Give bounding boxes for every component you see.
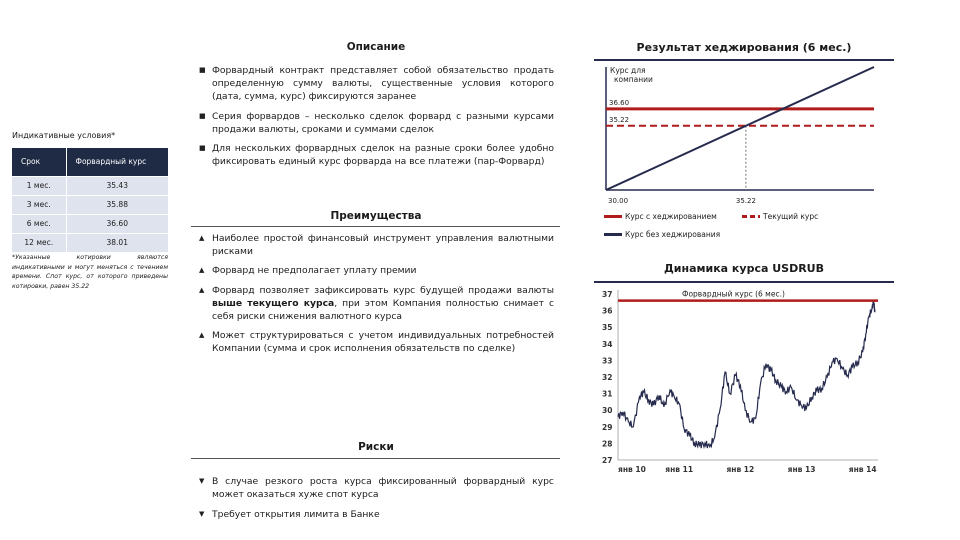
usdrub-ytick: 36 (602, 306, 613, 316)
advantage-bullet: Наиболее простой финансовый инструмент управления валютными рисками (212, 233, 554, 258)
square-bullet-icon: ■ (199, 144, 206, 153)
hedge-chart-title-rule (594, 59, 894, 61)
usdrub-series-line (618, 301, 875, 449)
usdrub-ytick: 30 (602, 406, 613, 416)
indicative-conditions-title: Индикативные условия* (12, 131, 116, 140)
unhedged-rate-line (606, 67, 874, 190)
hedge-chart-ylabel-line2: компании (614, 75, 653, 84)
table-cell-rate: 35.88 (66, 195, 168, 214)
list-item (198, 142, 554, 168)
triangle-down-bullet-icon: ▼ (199, 477, 205, 485)
advantage-bullet: Может структурироваться с учетом индивидуальных потребностей Компании (сумма и срок исполнения обязательств по сделке) (212, 330, 554, 355)
list-item (198, 110, 554, 136)
description-list (198, 64, 554, 168)
triangle-up-bullet-icon: ▲ (199, 331, 205, 340)
description-bullet: Форвардный контракт представляет собой обязательство продать определенную сумму валюты, существенные условия которого (дата, сумма, курс) фиксируются заранее (212, 65, 554, 103)
legend-label: Курс без хеджирования (625, 230, 721, 239)
table-cell-rate: 35.43 (66, 176, 168, 195)
legend-label: Текущий курс (763, 212, 819, 221)
legend-label: Курс с хеджированием (625, 212, 717, 221)
advantage-bullet-start: Форвард позволяет зафиксировать курс будущей продажи валюты (212, 284, 554, 296)
usdrub-chart-title (594, 262, 894, 275)
table-cell-term: 12 мес. (12, 233, 66, 252)
triangle-up-bullet-icon: ▲ (199, 266, 205, 275)
table-cell-term: 3 мес. (12, 195, 66, 214)
risk-bullet: Требует открытия лимита в Банке (212, 509, 380, 521)
advantage-bullet-emphasis: выше текущего курса (212, 297, 335, 309)
legend-swatch (604, 233, 622, 236)
description-title: Описание (346, 41, 406, 53)
forward-rate-annotation: Форвардный курс (6 мес.) (682, 289, 785, 299)
advantage-bullet-end: , при этом Компания полностью снимает с себя риски снижения валютного курса (212, 297, 554, 323)
hedge-chart-xtick: 35.22 (735, 197, 756, 205)
risks-divider (191, 458, 560, 459)
list-item (198, 64, 554, 104)
square-bullet-icon: ■ (199, 66, 206, 74)
usdrub-ytick: 27 (602, 456, 613, 465)
usdrub-xtick: янв 11 (665, 465, 694, 474)
table-row (12, 233, 168, 252)
advantages-list (198, 232, 554, 356)
table-row (12, 214, 168, 233)
advantages-divider (191, 226, 560, 227)
table-cell-term: 6 мес. (12, 214, 66, 233)
table-header-term: Срок (12, 148, 66, 176)
usdrub-ytick: 29 (602, 422, 613, 432)
usdrub-ytick: 28 (602, 439, 613, 449)
table-cell-rate: 36.60 (66, 214, 168, 233)
risks-list (198, 475, 554, 522)
usdrub-ytick: 35 (602, 323, 613, 333)
advantage-bullet: Форвард не предполагает уплату премии (212, 265, 417, 277)
usdrub-ytick: 37 (602, 290, 613, 299)
usdrub-ytick: 32 (602, 373, 613, 382)
list-item (198, 264, 554, 277)
usdrub-ytick: 31 (602, 389, 613, 399)
hedge-chart-ytick: 36.60 (609, 98, 630, 107)
quotes-footnote: *Указанные котировки являются индикативными и могут меняться с течением времени. Спот курс, от которого приведены котировки, равен 35.22 (12, 254, 168, 290)
risks-title: Риски (358, 441, 394, 453)
hedge-chart (596, 62, 892, 212)
table-cell-term: 1 мес. (12, 176, 66, 195)
usdrub-xtick: янв 12 (726, 465, 755, 474)
triangle-down-bullet-icon: ▼ (199, 510, 205, 519)
triangle-up-bullet-icon: ▲ (199, 285, 205, 294)
list-item (198, 232, 554, 258)
legend-item-unhedged (604, 230, 720, 239)
legend-swatch (742, 215, 760, 218)
usdrub-xtick: янв 10 (618, 465, 646, 474)
legend-swatch (604, 215, 622, 218)
usdrub-ytick: 33 (602, 356, 613, 366)
forward-rates-table (12, 148, 168, 252)
table-cell-rate: 38.01 (66, 233, 168, 252)
risk-bullet: В случае резкого роста курса фиксированный форвардный курс может оказаться хуже спот курса (212, 476, 554, 501)
list-item (198, 284, 554, 324)
usdrub-ytick: 34 (602, 339, 613, 349)
usdrub-xtick: янв 14 (848, 465, 877, 474)
square-bullet-icon: ■ (199, 111, 206, 120)
legend-item-hedged (604, 212, 717, 221)
advantages-title: Преимущества (330, 210, 422, 222)
table-row (12, 176, 168, 195)
usdrub-chart (596, 285, 892, 480)
legend-item-current (742, 212, 818, 221)
hedge-chart-xtick: 30.00 (608, 197, 629, 205)
table-row (12, 195, 168, 214)
usdrub-xtick: янв 13 (787, 465, 816, 474)
hedge-chart-ytick: 35.22 (609, 115, 630, 124)
list-item (198, 329, 554, 355)
usdrub-chart-title-rule (594, 281, 894, 283)
list-item (198, 475, 554, 501)
usdrub-chart-title-ticker: USDRUB (772, 262, 824, 275)
hedge-chart-title: Результат хеджирования (6 мес.) (636, 41, 852, 54)
triangle-up-bullet-icon: ▲ (199, 234, 205, 242)
list-item (198, 508, 554, 521)
description-bullet: Для нескольких форвардных сделок на разные сроки более удобно фиксировать единый курс форварда на все платежи (пар-Форвард) (212, 143, 554, 168)
description-bullet: Серия форвардов – несколько сделок форвард с разными курсами продажи валюты, сроками и суммами сделок (212, 110, 554, 135)
table-header-forward-rate: Форвардный курс (66, 148, 168, 176)
hedge-chart-ylabel-line1: Курс для (610, 66, 646, 75)
usdrub-chart-title-text: Динамика курса (663, 262, 773, 275)
